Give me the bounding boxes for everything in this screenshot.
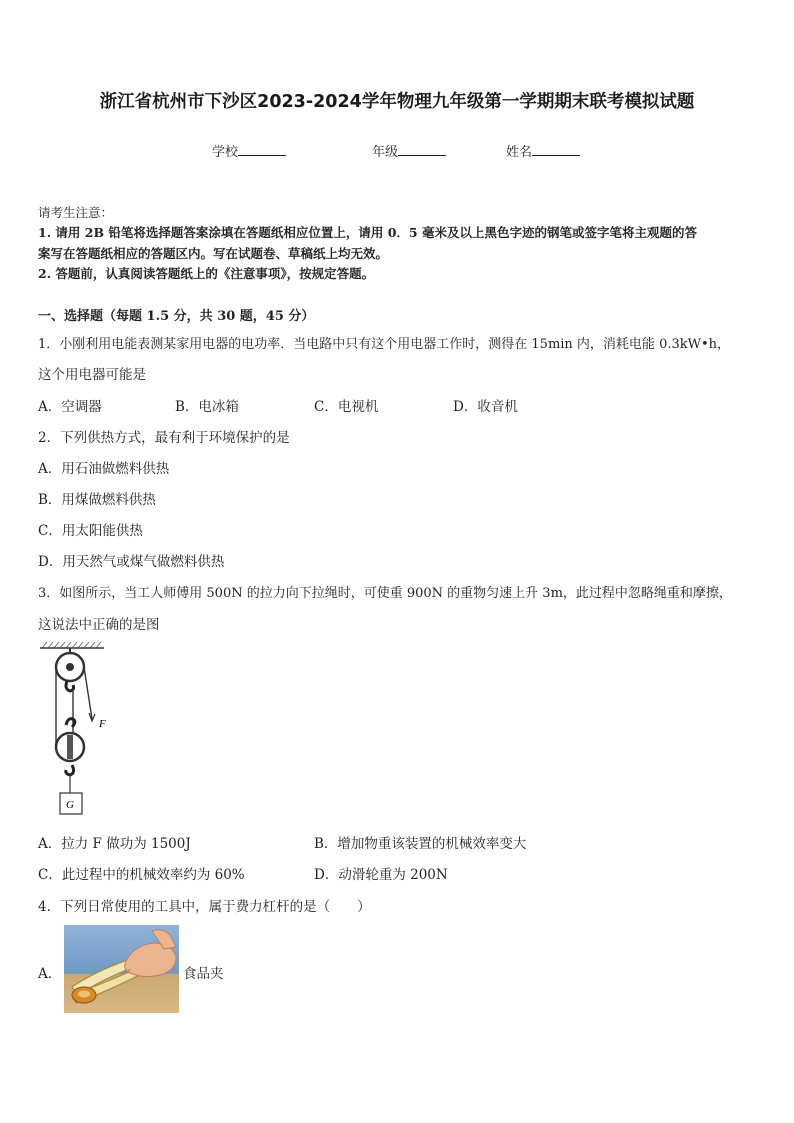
movable-pulley-top-hook	[66, 719, 75, 727]
movable-pulley-hook	[66, 765, 74, 775]
q1-option-c: C．电视机	[314, 399, 379, 415]
grade-field	[372, 141, 446, 160]
page-title: 浙江省杭州市下沙区2023-2024学年物理九年级第一学期期末联考模拟试题	[99, 92, 695, 112]
q2-stem: 2．下列供热方式，最有利于环境保护的是	[38, 430, 290, 446]
q3-stem-line-1: 3．如图所示，当工人师傅用 500N 的拉力向下拉绳时，可使重 900N 的重物匀速上升 3m，此过程中忽略绳重和摩擦，	[38, 586, 732, 601]
q3-stem-line-2: 这说法中正确的是图	[38, 617, 160, 633]
ceiling-hatch	[42, 642, 101, 648]
q1-option-a: A．空调器	[38, 399, 102, 415]
pulley-diagram	[36, 641, 116, 821]
q1-stem-line-1: 1．小刚利用电能表测某家用电器的电功率．当电路中只有这个用电器工作时，测得在 15min 内，消耗电能 0.3kW•h，	[38, 337, 731, 352]
rope-pull	[84, 667, 92, 719]
school-label: 学校	[212, 145, 239, 160]
notice-line-1: 1. 请用 2B 铅笔将选择题答案涂填在答题纸相应位置上，请用 0．5 毫米及以上黑色字迹的钢笔或签字笔将主观题的答	[38, 225, 697, 240]
name-blank	[532, 143, 580, 156]
notice-line-3: 2. 答题前，认真阅读答题纸上的《注意事项》，按规定答题。	[38, 266, 375, 281]
grade-blank	[398, 143, 446, 156]
q2-option-d: D．用天然气或煤气做燃料供热	[38, 554, 225, 570]
fixed-pulley-axle	[66, 663, 74, 671]
q3-option-c: C．此过程中的机械效率约为 60%	[38, 867, 245, 883]
section-heading: 一、选择题（每题 1.5 分，共 30 题，45 分）	[38, 309, 315, 324]
weight-label: G	[66, 799, 74, 811]
q4-option-a-prefix: A．	[38, 966, 62, 982]
food-tongs-icon	[64, 925, 179, 1013]
q2-option-c: C．用太阳能供热	[38, 523, 143, 539]
school-field	[212, 141, 286, 160]
q1-option-b: B．电冰箱	[175, 399, 239, 415]
name-field	[506, 141, 580, 160]
force-label: F	[99, 718, 106, 730]
q2-option-b: B．用煤做燃料供热	[38, 492, 156, 508]
movable-pulley-frame	[67, 735, 73, 759]
q3-option-a: A．拉力 F 做功为 1500J	[38, 836, 191, 852]
q3-option-b: B．增加物重该装置的机械效率变大	[314, 836, 527, 852]
notice-heading: 请考生注意：	[38, 205, 114, 220]
q3-option-d: D．动滑轮重为 200N	[314, 867, 448, 883]
name-label: 姓名	[506, 145, 533, 160]
q4-option-a-text: 食品夹	[183, 966, 224, 982]
q2-option-a: A．用石油做燃料供热	[38, 461, 170, 477]
food-tongs-photo	[64, 925, 179, 1013]
school-blank	[238, 143, 286, 156]
notice-line-2: 案写在答题纸相应的答题区内。写在试题卷、草稿纸上均无效。	[38, 246, 389, 261]
q1-stem-line-2: 这个用电器可能是	[38, 367, 146, 383]
grade-label: 年级	[372, 145, 399, 160]
q4-stem: 4．下列日常使用的工具中，属于费力杠杆的是（ ）	[38, 899, 371, 915]
q1-option-d: D．收音机	[453, 399, 518, 415]
